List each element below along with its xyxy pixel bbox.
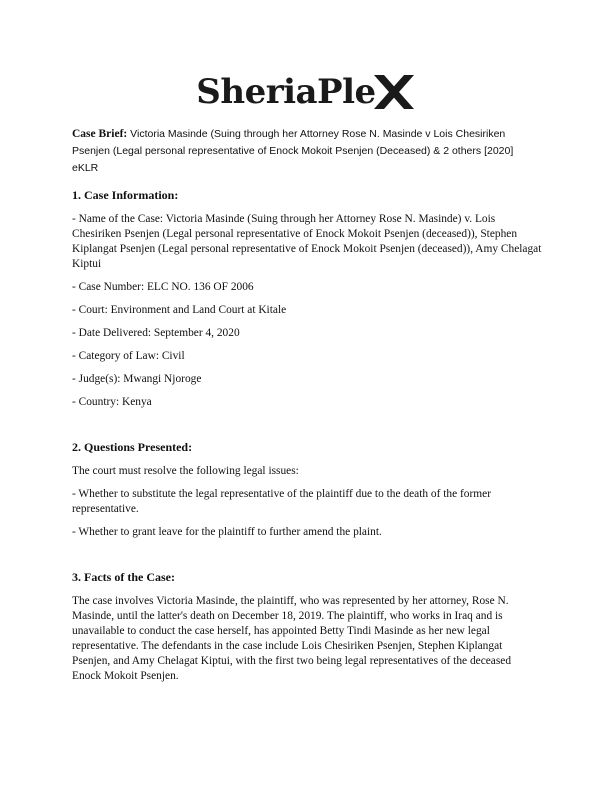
court-line: - Court: Environment and Land Court at Kitale <box>72 304 287 316</box>
sheriaplex-logo <box>0 72 612 120</box>
case-brief-citation: Victoria Masinde (Suing through her Attorney Rose N. Masinde v Lois Chesiriken Psenjen (Legal personal representative of Enock Mokoit Psenjen (Deceased) & 2 others [2020] eKLR <box>72 128 514 174</box>
case-number-line: - Case Number: ELC NO. 136 OF 2006 <box>72 281 254 293</box>
case-name-line: - Name of the Case: Victoria Masinde (Suing through her Attorney Rose N. Masinde) v. Lois Chesiriken Psenjen (Legal personal representative of Enock Mokoit Psenjen (deceased)), Stephen Kiplangat Psenjen (Legal personal representative of Enock Mokoit Psenjen (deceased)), Amy Chelagat Kiptui <box>72 213 542 270</box>
judge-line: - Judge(s): Mwangi Njoroge <box>72 373 202 385</box>
question-amend-plaint: - Whether to grant leave for the plaintiff to further amend the plaint. <box>72 526 382 538</box>
section-heading-questions: 2. Questions Presented: <box>72 440 193 454</box>
section-heading-facts: 3. Facts of the Case: <box>72 570 175 584</box>
question-substitution: - Whether to substitute the legal representative of the plaintiff due to the death of the former representative. <box>72 488 491 515</box>
questions-intro: The court must resolve the following legal issues: <box>72 465 299 477</box>
case-brief-title <box>72 126 542 177</box>
logo-text: SheriaPle <box>196 72 376 112</box>
country-line: - Country: Kenya <box>72 396 152 408</box>
date-delivered-line: - Date Delivered: September 4, 2020 <box>72 327 240 339</box>
case-brief-label: Case Brief: <box>72 128 128 140</box>
category-line: - Category of Law: Civil <box>72 350 185 362</box>
section-heading-case-information: 1. Case Information: <box>72 188 179 202</box>
x-mark-icon <box>372 73 416 111</box>
facts-body: The case involves Victoria Masinde, the plaintiff, who was represented by her attorney, Rose N. Masinde, until the latter's death on December 18, 2019. The plaintiff, who works in Iraq and is unavailable to conduct the case herself, has appointed Betty Tindi Masinde as her new legal representative. The defendants in the case include Lois Chesiriken Psenjen, Stephen Kiplangat Psenjen, and Amy Chelagat Kiptui, with the first two being legal representatives of the deceased Enock Mokoit Psenjen. <box>72 595 512 682</box>
